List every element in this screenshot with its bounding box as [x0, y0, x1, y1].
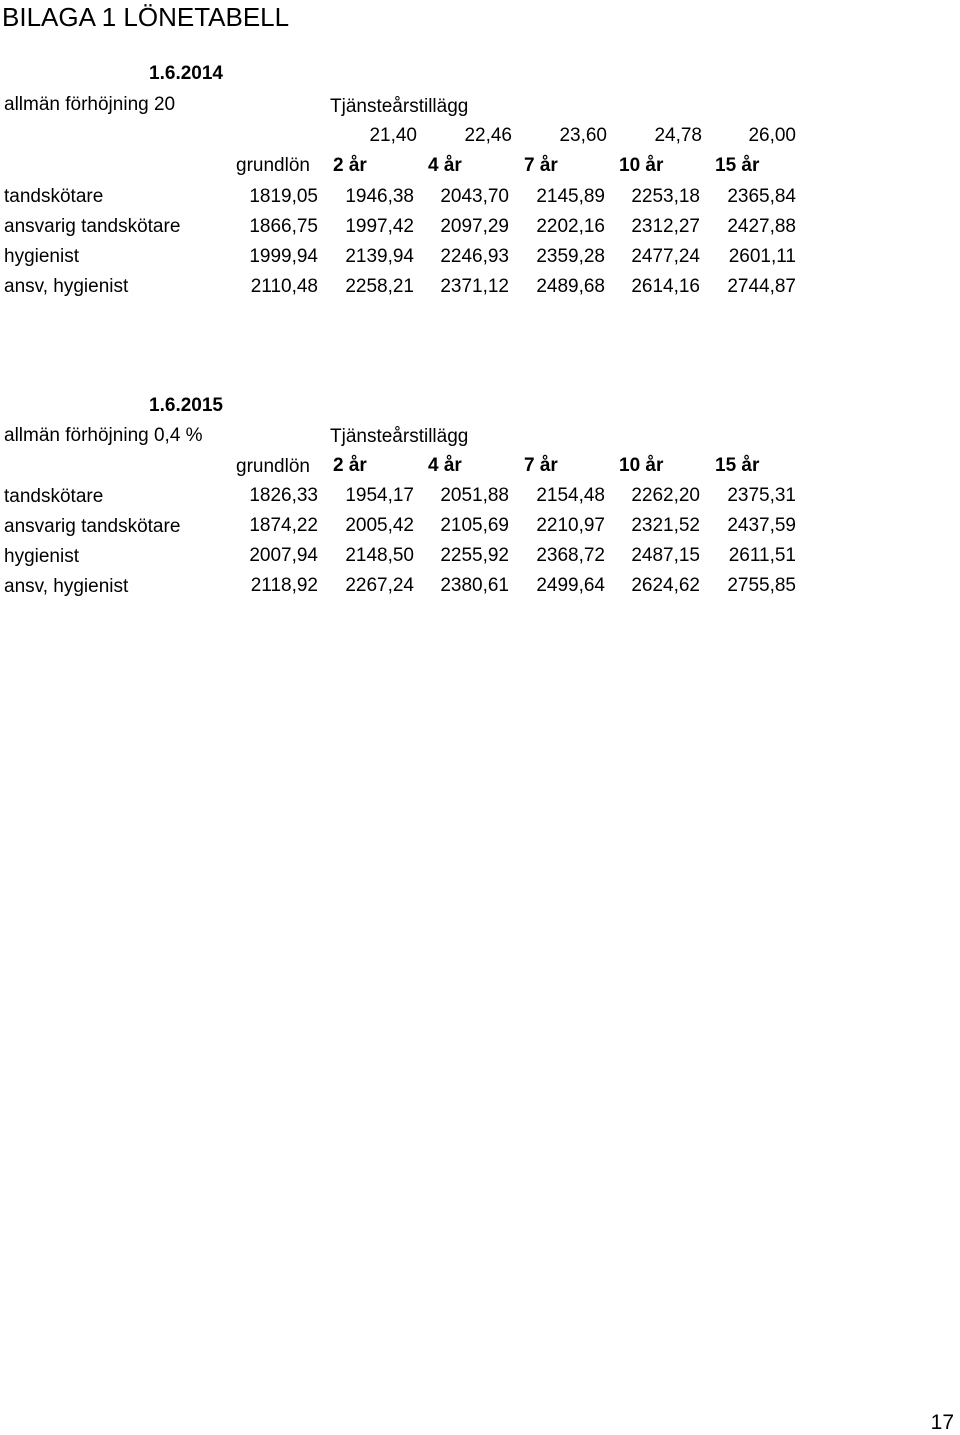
table-cell: 2614,16	[631, 276, 700, 297]
page-number: 17	[930, 1411, 954, 1434]
table-cell: 2755,85	[727, 575, 796, 596]
supplement-amount: 23,60	[559, 125, 607, 146]
table-cell: 2255,92	[440, 545, 509, 566]
table-cell: 1866,75	[249, 216, 318, 237]
table-cell: 2210,97	[536, 515, 605, 536]
supplement-amount: 24,78	[654, 125, 702, 146]
column-header: 10 år	[619, 155, 664, 176]
table-cell: 2375,31	[727, 485, 796, 506]
increase-label: allmän förhöjning 20	[4, 94, 176, 115]
supplement-amount: 22,46	[464, 125, 512, 146]
table-cell: 2262,20	[631, 485, 700, 506]
table-cell: 2359,28	[536, 246, 605, 267]
table-cell: 1826,33	[249, 485, 318, 506]
table-cell: 2267,24	[345, 575, 414, 596]
table-cell: 2371,12	[440, 276, 509, 297]
table-cell: 2005,42	[345, 515, 414, 536]
table-cell: 2477,24	[631, 246, 700, 267]
row-label: ansv, hygienist	[4, 276, 129, 297]
row-label: ansvarig tandskötare	[4, 516, 181, 537]
table-cell: 2611,51	[728, 545, 796, 566]
column-header: 4 år	[428, 155, 462, 176]
column-header: 2 år	[333, 155, 367, 176]
column-header: 7 år	[524, 155, 558, 176]
table-cell: 2139,94	[345, 246, 414, 267]
supplement-amount: 26,00	[748, 125, 796, 146]
supplement-label: Tjänsteårstillägg	[330, 426, 469, 447]
column-header: 15 år	[715, 455, 760, 476]
table-cell: 2043,70	[440, 186, 509, 207]
document-title: BILAGA 1 LÖNETABELL	[2, 2, 290, 32]
table-cell: 1997,42	[345, 216, 414, 237]
section-date: 1.6.2014	[149, 63, 223, 84]
table-cell: 2148,50	[345, 545, 414, 566]
table-cell: 2624,62	[631, 575, 700, 596]
table-cell: 2007,94	[249, 545, 318, 566]
table-cell: 2601,11	[728, 246, 796, 267]
table-cell: 1954,17	[345, 485, 414, 506]
table-cell: 2499,64	[536, 575, 605, 596]
row-label: tandskötare	[4, 486, 104, 507]
row-label: ansv, hygienist	[4, 576, 129, 597]
table-cell: 2321,52	[631, 515, 700, 536]
table-cell: 2154,48	[536, 485, 605, 506]
table-cell: 2365,84	[727, 186, 796, 207]
table-cell: 2258,21	[345, 276, 414, 297]
table-cell: 2097,29	[440, 216, 509, 237]
table-cell: 2312,27	[631, 216, 700, 237]
table-cell: 2051,88	[440, 485, 509, 506]
table-cell: 1874,22	[249, 515, 318, 536]
table-cell: 2487,15	[631, 545, 700, 566]
table-cell: 2110,48	[250, 276, 318, 297]
column-header-grundlon: grundlön	[236, 155, 310, 176]
column-header: 7 år	[524, 455, 558, 476]
column-header: 10 år	[619, 455, 664, 476]
row-label: tandskötare	[4, 186, 104, 207]
increase-label: allmän förhöjning 0,4 %	[4, 425, 203, 446]
table-cell: 2380,61	[440, 575, 509, 596]
table-cell: 2437,59	[727, 515, 796, 536]
supplement-label: Tjänsteårstillägg	[330, 96, 469, 117]
table-cell: 2246,93	[440, 246, 509, 267]
table-cell: 2145,89	[536, 186, 605, 207]
table-cell: 2253,18	[631, 186, 700, 207]
table-cell: 2489,68	[536, 276, 605, 297]
table-cell: 1819,05	[249, 186, 318, 207]
column-header-grundlon: grundlön	[236, 456, 310, 477]
row-label: ansvarig tandskötare	[4, 216, 181, 237]
column-header: 15 år	[715, 155, 760, 176]
table-cell: 2427,88	[727, 216, 796, 237]
table-cell: 2118,92	[250, 575, 318, 596]
table-cell: 2368,72	[536, 545, 605, 566]
section-date: 1.6.2015	[149, 395, 223, 416]
table-cell: 1946,38	[345, 186, 414, 207]
row-label: hygienist	[4, 246, 79, 267]
table-cell: 2744,87	[727, 276, 796, 297]
table-cell: 2202,16	[536, 216, 605, 237]
column-header: 4 år	[428, 455, 462, 476]
column-header: 2 år	[333, 455, 367, 476]
row-label: hygienist	[4, 546, 79, 567]
supplement-amount: 21,40	[369, 125, 417, 146]
table-cell: 1999,94	[249, 246, 318, 267]
table-cell: 2105,69	[440, 515, 509, 536]
